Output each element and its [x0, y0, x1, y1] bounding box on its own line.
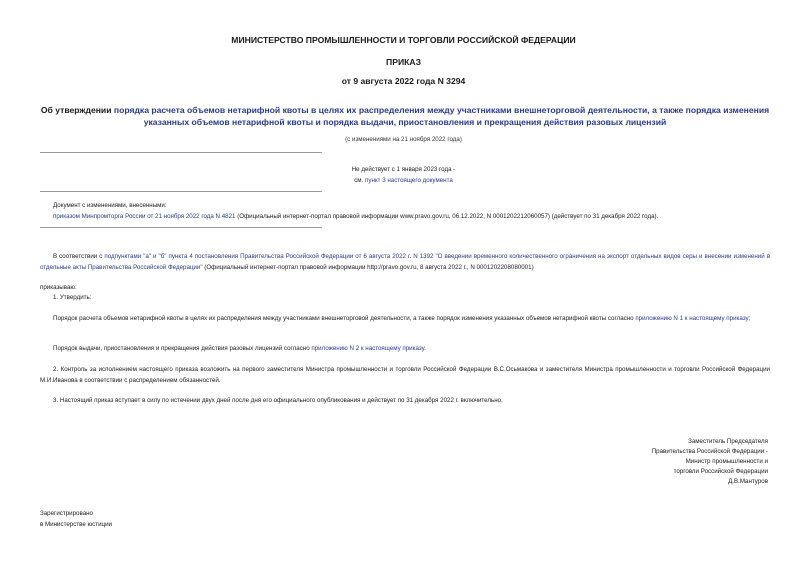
status-link[interactable]: пункт 3 настоящего документа [365, 177, 453, 184]
validity-status [0, 164, 807, 186]
status-line: Не действует с 1 января 2023 года - [351, 166, 456, 173]
preamble-link[interactable]: подпунктами "а" и "б" пункта 4 постановления Правительства Российской Федерации от 6 августа 2022 г. N 1392 "О введении временного количественного ограничения на экспорт отдельных видов серы и внесении изменений в отдельные акты Правительства Российской Федерации" [40, 253, 770, 271]
title-link[interactable]: порядка расчета объемов нетарифной квоты в целях их распределения между участниками внешнеторговой деятельности, а также порядка изменения указанных объемов нетарифной квоты и порядка выдачи, приостановления и прекращения действия разовых лицензий [113, 105, 770, 127]
preamble-paragraph [40, 252, 770, 273]
preamble-text: В соответствии с [53, 253, 105, 260]
signatory-name: Д.В.Мантуров [728, 478, 768, 485]
signature-line: Министр промышленности и [685, 458, 768, 465]
status-prefix: см. [354, 177, 365, 184]
registration-line: в Министерстве юстиции [40, 520, 113, 528]
item-2-paragraph: 2. Контроль за исполнением настоящего приказа возложить на первого заместителя Министра промышленности и торговли Российской Федерации В.С.Осьмакова и заместителя Министра промышленности и торговли Российской Федерации М.И.Иванова в соответствии с распределением обязанностей. [40, 366, 770, 384]
ministry-heading: МИНИСТЕРСТВО ПРОМЫШЛЕННОСТИ И ТОРГОВЛИ РОССИЙСКОЙ ФЕДЕРАЦИИ [231, 35, 576, 45]
title-prefix: Об утверждении [40, 105, 114, 115]
document-type: ПРИКАЗ [386, 57, 421, 67]
signature-block [560, 437, 768, 487]
item-1a-paragraph [40, 314, 770, 325]
registration-line: Зарегистрировано [40, 510, 93, 517]
divider [40, 152, 322, 153]
document-date-number: от 9 августа 2022 года N 3294 [341, 76, 466, 86]
amendment-note: (с изменениями на 21 ноября 2022 года) [345, 136, 462, 143]
signature-line: Правительства Российской Федерации - [651, 448, 768, 455]
changes-link[interactable]: приказом Минпромторга России от 21 ноября 2022 года N 4821 [53, 213, 236, 220]
changes-document [53, 200, 793, 222]
divider [40, 191, 322, 192]
item-1-label: 1. Утвердить: [53, 294, 92, 301]
item-1b-text: Порядок выдачи, приостановления и прекращения действия разовых лицензий согласно [53, 345, 312, 352]
orders-label: приказываю: [40, 284, 77, 291]
item-3-paragraph: 3. Настоящий приказ вступает в силу по истечении двух дней после дня его официального опубликования и действует по 31 декабря 2022 г. включительно. [53, 397, 503, 404]
divider [40, 227, 322, 228]
item-1a-end: ; [748, 315, 751, 322]
signature-line: Заместитель Председателя [688, 438, 768, 445]
item-1b-paragraph [40, 344, 770, 355]
changes-entry [53, 211, 793, 222]
changes-details: (Официальный интернет-портал правовой информации www.pravo.gov.ru, 06.12.2022, N 0001202212060057) (действует по 31 декабря 2022 года). [235, 213, 659, 220]
item-1b-end: . [424, 345, 426, 352]
registration-note [40, 509, 240, 530]
appendix-1-link[interactable]: приложению N 1 к настоящему приказу [635, 315, 749, 322]
status-reference [0, 175, 807, 186]
signature-line: торговли Российской Федерации [673, 468, 768, 475]
document-title [30, 104, 780, 128]
item-1a-text: Порядок расчета объемов нетарифной квоты в целях их распределения между участниками внешнеторговой деятельности, а также порядок изменения указанных объемов нетарифной квоты согласно [53, 315, 636, 322]
preamble-source: (Официальный интернет-портал правовой информации http://pravo.gov.ru, 8 августа 2022 г., N 0001202208080001) [202, 263, 534, 271]
changes-label: Документ с изменениями, внесенными: [53, 202, 167, 209]
appendix-2-link[interactable]: приложению N 2 к настоящему приказу [311, 345, 425, 352]
